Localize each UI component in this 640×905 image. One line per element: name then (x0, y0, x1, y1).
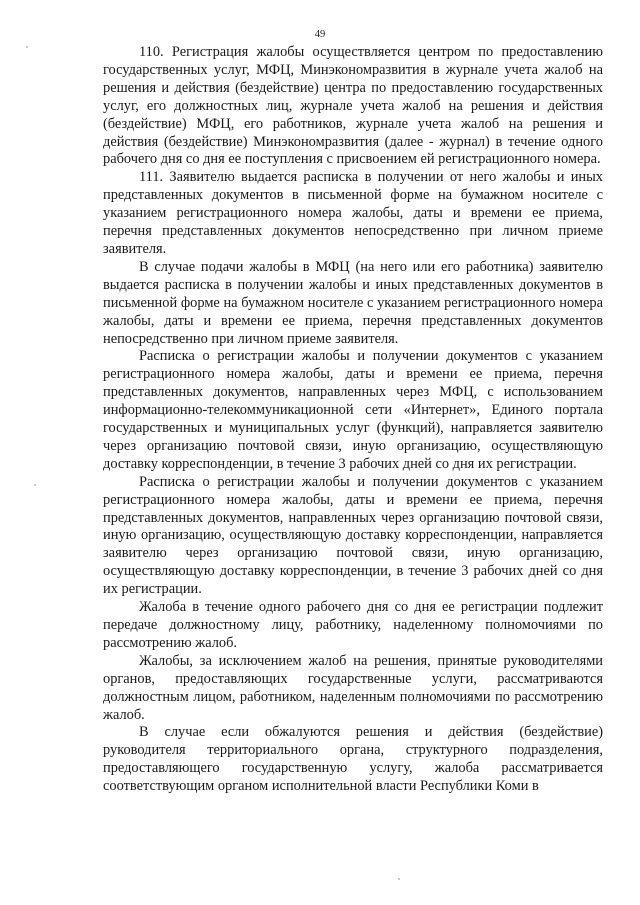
paragraph-110-registration: 110. Регистрация жалобы осуществляется центром по предоставлению государственных услуг, МФЦ, Минэкономразвития в журнале учета жалоб на решения и действия (бездействие) центра по предоставлению государственных услуг, его должностных лиц, журнале учета жалоб на решения и действия (бездействие) МФЦ, его работников, журнале учета жалоб на решения и действия (бездействие) Минэкономразвития (далее - журнал) в течение одного рабочего дня со дня ее поступления с присвоением ей регистрационного номера. (103, 44, 603, 168)
page-number: 49 (314, 29, 326, 40)
paragraph-postal-receipt: Расписка о регистрации жалобы и получении документов с указанием регистрационного номера жалобы, даты и времени ее приема, перечня представленных документов, направленных через организацию почтовой связи, иную организацию, осуществляющую доставку корреспонденции, направляется заявителю через организацию почтовой связи, иную организацию, осуществляющую доставку корреспонденции, в течение 3 рабочих дней со дня их регистрации. (103, 473, 603, 598)
paragraph-review: Жалобы, за исключением жалоб на решения, принятые руководителями органов, предоставляющих государственные услуги, рассматриваются должностным лицом, работником, наделенным полномочиями по рассмотрению жалоб. (103, 652, 603, 723)
scan-speck (398, 878, 400, 880)
paragraph-head-complaints: В случае если обжалуются решения и действия (бездействие) руководителя территориального органа, структурного подразделения, предоставляющего государственную услугу, жалоба рассматривается соответствующим органом исполнительной власти Республики Коми в (103, 724, 603, 795)
paragraph-internet-receipt: Расписка о регистрации жалобы и получении документов с указанием регистрационного номера жалобы, даты и времени ее приема, перечня представленных документов, направленных через МФЦ, с использованием информационно-телекоммуникационной сети «Интернет», Единого портала государственных и муниципальных услуг (функций), направляется заявителю через организацию почтовой связи, иную организацию, осуществляющую доставку корреспонденции, в течение 3 рабочих дней со дня их регистрации. (103, 348, 603, 472)
paragraph-transfer: Жалоба в течение одного рабочего дня со дня ее регистрации подлежит передаче должностному лицу, работнику, наделенному полномочиями по рассмотрению жалоб. (103, 599, 603, 651)
scan-speck (26, 46, 28, 48)
paragraph-111-receipt: 111. Заявителю выдается расписка в получении от него жалобы и иных представленных документов в письменной форме на бумажном носителе с указанием регистрационного номера жалобы, даты и времени ее приема, перечня представленных документов непосредственно при личном приеме заявителя. (103, 169, 603, 257)
scan-speck (34, 484, 36, 486)
document-body (103, 44, 603, 796)
paragraph-mfc-receipt: В случае подачи жалобы в МФЦ (на него или его работника) заявителю выдается расписка в получении жалобы и иных представленных документов в письменной форме на бумажном носителе с указанием регистрационного номера жалобы, даты и времени ее приема, перечня представленных документов непосредственно при личном приеме заявителя. (103, 258, 603, 347)
